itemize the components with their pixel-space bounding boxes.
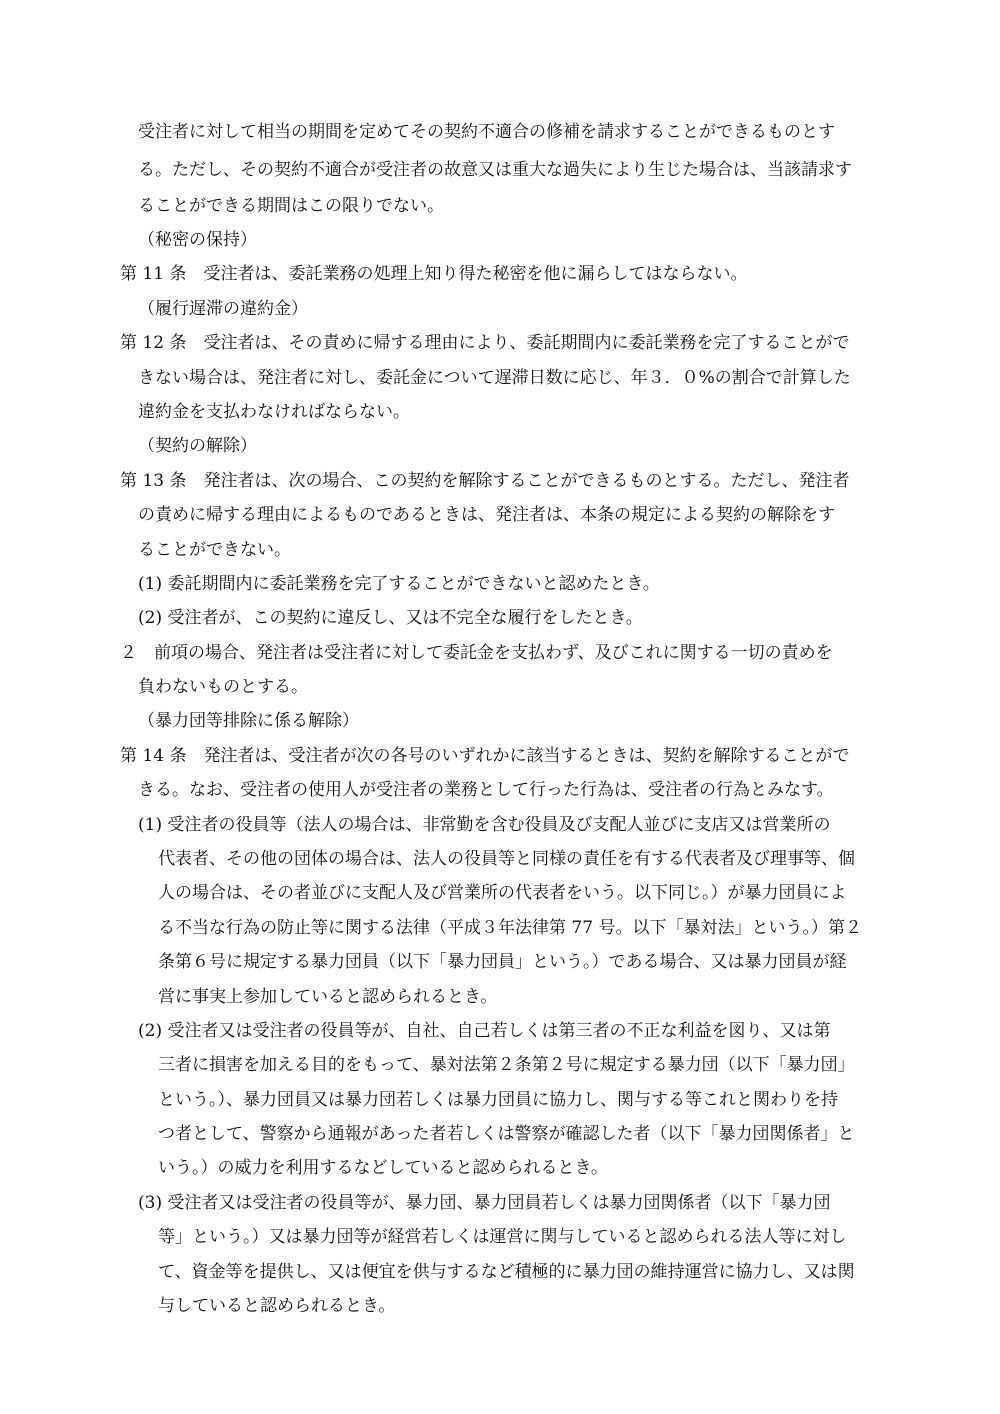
list-item: (1) 受注者の役員等（法人の場合は、非常勤を含む役員及び支配人並びに支店又は営業所の bbox=[138, 815, 831, 835]
text-line: 営に事実上参加していると認められるとき。 bbox=[158, 987, 498, 1007]
text-line: る不当な行為の防止等に関する法律（平成３年法律第 77 号。以下「暴対法」という。）第２ bbox=[158, 918, 862, 938]
list-item: (1) 委託期間内に委託業務を完了することができないと認めたとき。 bbox=[138, 574, 660, 594]
section-heading: （暴力団等排除に係る解除） bbox=[138, 711, 359, 731]
text-line: る。ただし、その契約不適合が受注者の故意又は重大な過失により生じた場合は、当該請求す bbox=[138, 160, 852, 180]
list-item: (3) 受注者又は受注者の役員等が、暴力団、暴力団員若しくは暴力団関係者（以下「暴力団 bbox=[138, 1193, 831, 1213]
text-line: 人の場合は、その者並びに支配人及び営業所の代表者をいう。以下同じ。）が暴力団員によ bbox=[158, 883, 847, 903]
article-line: 第 11 条 受注者は、委託業務の処理上知り得た秘密を他に漏らしてはならない。 bbox=[120, 264, 748, 284]
text-line: 受注者に対して相当の期間を定めてその契約不適合の修補を請求することができるものとす bbox=[138, 122, 835, 142]
text-line: て、資金等を提供し、又は便宜を供与するなど積極的に暴力団の維持運営に協力し、又は関 bbox=[158, 1262, 855, 1282]
text-line: きる。なお、受注者の使用人が受注者の業務として行った行為は、受注者の行為とみなす。 bbox=[138, 780, 834, 800]
text-line: つ者として、警察から通報があった者若しくは警察が確認した者（以下「暴力団関係者」と bbox=[158, 1124, 855, 1144]
article-line: 第 12 条 受注者は、その責めに帰する理由により、委託期間内に委託業務を完了することがで bbox=[120, 333, 850, 353]
text-line: 与していると認められるとき。 bbox=[158, 1296, 396, 1316]
list-item: (2) 受注者又は受注者の役員等が、自社、自己若しくは第三者の不正な利益を図り、又は第 bbox=[138, 1021, 831, 1041]
text-line: ることができない。 bbox=[138, 540, 291, 560]
article-line: 第 13 条 発注者は、次の場合、この契約を解除することができるものとする。ただし、発注者 bbox=[120, 471, 850, 491]
text-line: 等」という。）又は暴力団等が経営若しくは運営に関与していると認められる法人等に対し bbox=[158, 1227, 847, 1247]
paragraph-line: ２ 前項の場合、発注者は受注者に対して委託金を支払わず、及びこれに関する一切の責めを bbox=[120, 643, 833, 663]
text-line: 代表者、その他の団体の場合は、法人の役員等と同様の責任を有する代表者及び理事等、個 bbox=[158, 849, 855, 869]
section-heading: （履行遅滞の違約金） bbox=[138, 299, 308, 319]
text-line: 違約金を支払わなければならない。 bbox=[138, 402, 410, 422]
text-line: 条第６号に規定する暴力団員（以下「暴力団員」という。）である場合、又は暴力団員が経 bbox=[158, 952, 847, 972]
text-line: という。）、暴力団員又は暴力団若しくは暴力団員に協力し、関与する等これと関わりを持 bbox=[158, 1090, 838, 1110]
text-line: きない場合は、発注者に対し、委託金について遅滞日数に応じ、年３．０%の割合で計算した bbox=[138, 368, 851, 388]
text-line: の責めに帰する理由によるものであるときは、発注者は、本条の規定による契約の解除をす bbox=[138, 505, 835, 525]
text-line: ることができる期間はこの限りでない。 bbox=[138, 196, 444, 216]
article-line: 第 14 条 発注者は、受注者が次の各号のいずれかに該当するときは、契約を解除することがで bbox=[120, 746, 850, 766]
list-item: (2) 受注者が、この契約に違反し、又は不完全な履行をしたとき。 bbox=[138, 608, 643, 628]
section-heading: （契約の解除） bbox=[138, 436, 257, 456]
text-line: いう。）の威力を利用するなどしていると認められるとき。 bbox=[158, 1158, 608, 1178]
section-heading: （秘密の保持） bbox=[138, 230, 257, 250]
text-line: 負わないものとする。 bbox=[138, 677, 308, 697]
text-line: 三者に損害を加える目的をもって、暴対法第２条第２号に規定する暴力団（以下「暴力団」 bbox=[158, 1055, 855, 1075]
